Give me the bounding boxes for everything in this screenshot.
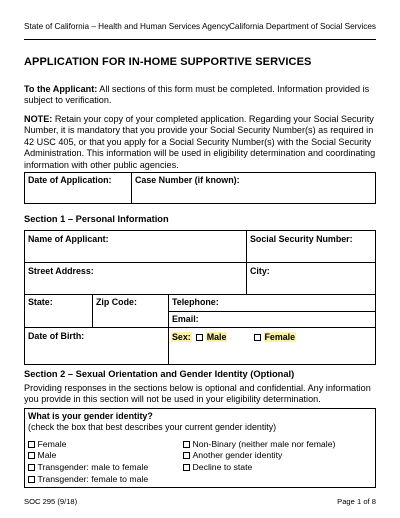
note-label: NOTE: (24, 114, 53, 124)
agency-name: State of California – Health and Human Services Agency (24, 22, 230, 31)
another-identity-checkbox[interactable] (183, 452, 190, 459)
street-address-field[interactable]: Street Address: (28, 266, 94, 276)
gender-option (183, 439, 335, 449)
female-identity-checkbox[interactable] (28, 441, 35, 448)
sex-label: Sex: (172, 332, 191, 342)
email-field[interactable]: Email: (172, 314, 199, 324)
option-label: Transgender: female to male (37, 474, 149, 484)
sex-selector (171, 332, 227, 342)
option-label: Female (37, 439, 67, 449)
applicant-instructions (24, 84, 376, 107)
male-checkbox[interactable] (196, 334, 203, 341)
gender-identity-question: What is your gender identity? (28, 411, 153, 421)
note-paragraph (24, 114, 376, 171)
header-divider (24, 39, 376, 40)
date-of-application-field[interactable]: Date of Application: (28, 175, 112, 185)
option-label: Non-Binary (neither male nor female) (192, 439, 336, 449)
gender-option (28, 474, 148, 484)
male-label: Male (206, 332, 227, 342)
transgender-ftm-checkbox[interactable] (28, 476, 35, 483)
department-name: California Department of Social Services (229, 22, 376, 31)
row-divider (24, 262, 376, 263)
option-label: Another gender identity (192, 450, 283, 460)
ssn-field[interactable]: Social Security Number: (250, 234, 353, 244)
option-label: Transgender: male to female (37, 462, 149, 472)
female-checkbox[interactable] (254, 334, 261, 341)
table-divider (131, 172, 132, 204)
state-field[interactable]: State: (28, 297, 53, 307)
case-number-field[interactable]: Case Number (if known): (135, 175, 240, 185)
telephone-field[interactable]: Telephone: (172, 297, 219, 307)
male-identity-checkbox[interactable] (28, 452, 35, 459)
gender-option (183, 462, 252, 472)
option-label: Decline to state (192, 462, 253, 472)
note-text: Retain your copy of your completed application. Regarding your Social Security Number, it is mandatory that you provide your Social Security Number(s) as required in 42 USC 405, or that you apply for a Social Security Number(s) with the Social Security Administration. This information will be used in eligibility determination and coordinating information with other public agencies. (24, 114, 376, 170)
page-number: Page 1 of 8 (337, 497, 376, 506)
form-id: SOC 295 (9/18) (24, 497, 78, 506)
column-divider (168, 294, 169, 365)
column-divider (246, 230, 247, 294)
form-title: APPLICATION FOR IN-HOME SUPPORTIVE SERVICES (24, 56, 312, 68)
section2-heading: Section 2 – Sexual Orientation and Gender Identity (Optional) (24, 369, 295, 379)
row-divider (24, 327, 376, 328)
gender-option (183, 450, 282, 460)
gender-option (28, 439, 66, 449)
zip-code-field[interactable]: Zip Code: (96, 297, 137, 307)
section2-description: Providing responses in the sections below is optional and confidential. Any information you provide in this section will not be used in your eligibility determination. (24, 383, 371, 405)
date-of-birth-field[interactable]: Date of Birth: (28, 331, 85, 341)
decline-to-state-checkbox[interactable] (183, 464, 190, 471)
gender-identity-instruction: (check the box that best describes your current gender identity) (28, 422, 277, 432)
applicant-text: All sections of this form must be completed. Information provided is subject to verification. (24, 84, 370, 106)
section1-heading: Section 1 – Personal Information (24, 214, 169, 224)
city-field[interactable]: City: (250, 266, 270, 276)
gender-option (28, 462, 148, 472)
applicant-label: To the Applicant: (24, 84, 98, 94)
option-label: Male (37, 450, 57, 460)
non-binary-checkbox[interactable] (183, 441, 190, 448)
row-divider (168, 311, 376, 312)
column-divider (92, 294, 93, 327)
row-divider (24, 294, 376, 295)
name-of-applicant-field[interactable]: Name of Applicant: (28, 234, 109, 244)
female-option (254, 332, 296, 342)
gender-option (28, 450, 56, 460)
transgender-mtf-checkbox[interactable] (28, 464, 35, 471)
female-label: Female (264, 332, 296, 342)
